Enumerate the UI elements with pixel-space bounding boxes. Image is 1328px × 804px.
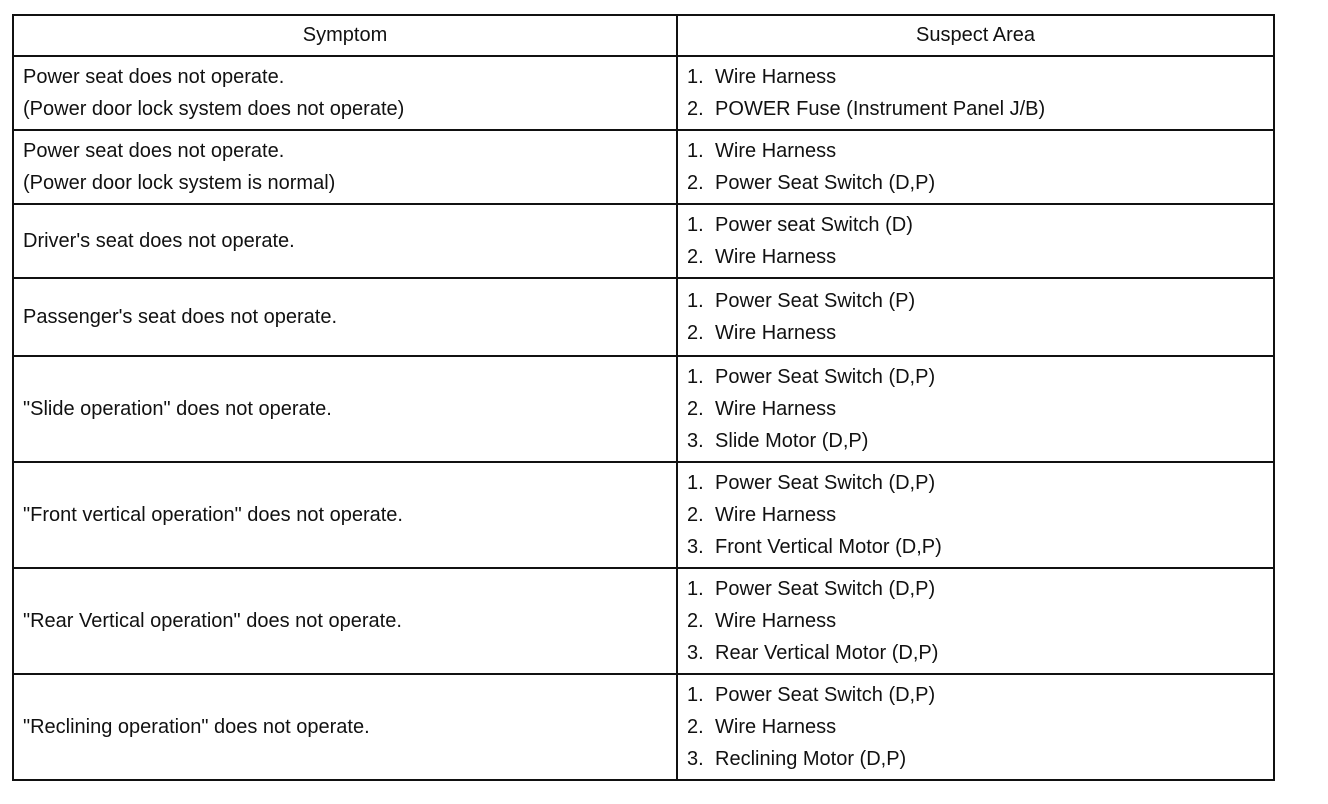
suspect-item [687,93,1273,125]
suspect-item-number: 2. [687,716,704,738]
table-header-row [13,15,1274,56]
suspect-item [687,167,1273,199]
suspect-item-number: 2. [687,246,704,268]
symptom-cell [13,568,677,674]
suspect-item [687,425,1273,457]
suspect-item-number: 3. [687,536,704,558]
symptom-text: (Power door lock system does not operate) [23,98,405,120]
suspect-item-number: 2. [687,322,704,344]
suspect-item [687,499,1273,531]
suspect-item-text: Front Vertical Motor (D,P) [715,536,942,558]
suspect-item-text: Wire Harness [715,716,837,738]
table-row [13,204,1274,278]
suspect-item-text: Wire Harness [715,246,837,268]
suspect-item-text: Power Seat Switch (D,P) [715,172,936,194]
suspect-area-cell [677,356,1274,462]
suspect-item [687,605,1273,637]
symptom-text: Driver's seat does not operate. [23,230,295,252]
suspect-item [687,679,1273,711]
suspect-item [687,241,1273,273]
header-suspect-area: Suspect Area [677,15,1274,56]
suspect-item-text: Wire Harness [715,66,837,88]
suspect-item-number: 1. [687,472,704,494]
suspect-item-number: 3. [687,642,704,664]
symptom-text: (Power door lock system is normal) [23,172,336,194]
suspect-item [687,531,1273,563]
suspect-item [687,573,1273,605]
table-row [13,56,1274,130]
symptom-cell [13,356,677,462]
symptom-text: "Rear Vertical operation" does not operate. [23,610,402,632]
suspect-item-text: Wire Harness [715,398,837,420]
suspect-item-number: 1. [687,66,704,88]
suspect-area-cell [677,130,1274,204]
suspect-item-number: 2. [687,504,704,526]
header-symptom: Symptom [13,15,677,56]
suspect-item-number: 2. [687,172,704,194]
suspect-item-text: Power Seat Switch (D,P) [715,366,936,388]
suspect-item-number: 3. [687,748,704,770]
suspect-item [687,135,1273,167]
symptom-text: Passenger's seat does not operate. [23,306,338,328]
table-row [13,278,1274,356]
symptom-cell [13,674,677,780]
symptom-text: Power seat does not operate. [23,66,285,88]
table-row [13,130,1274,204]
suspect-item-text: Power Seat Switch (D,P) [715,684,936,706]
symptom-cell [13,278,677,356]
suspect-area-cell [677,278,1274,356]
symptom-text: "Reclining operation" does not operate. [23,716,370,738]
suspect-item-number: 1. [687,214,704,236]
suspect-item [687,317,1273,349]
suspect-item-text: Power seat Switch (D) [715,214,913,236]
suspect-item-text: POWER Fuse (Instrument Panel J/B) [715,98,1046,120]
suspect-item-number: 1. [687,366,704,388]
suspect-item-text: Wire Harness [715,504,837,526]
suspect-item-text: Wire Harness [715,140,837,162]
suspect-item-number: 1. [687,684,704,706]
symptom-text: "Slide operation" does not operate. [23,398,332,420]
suspect-area-cell [677,56,1274,130]
symptom-cell [13,204,677,278]
suspect-item [687,467,1273,499]
suspect-item [687,711,1273,743]
suspect-item [687,393,1273,425]
symptom-cell [13,130,677,204]
symptom-text: Power seat does not operate. [23,140,285,162]
symptom-cell [13,462,677,568]
table-row [13,674,1274,780]
suspect-item-number: 2. [687,98,704,120]
suspect-item-text: Reclining Motor (D,P) [715,748,907,770]
suspect-item-number: 1. [687,140,704,162]
suspect-item-text: Slide Motor (D,P) [715,430,869,452]
suspect-item [687,743,1273,775]
suspect-item-number: 2. [687,398,704,420]
suspect-item-text: Power Seat Switch (D,P) [715,472,936,494]
suspect-item-number: 2. [687,610,704,632]
table-row [13,356,1274,462]
suspect-item-text: Wire Harness [715,610,837,632]
suspect-area-cell [677,204,1274,278]
suspect-item [687,637,1273,669]
troubleshooting-table [12,14,1275,781]
suspect-area-cell [677,462,1274,568]
table-row [13,568,1274,674]
suspect-item-text: Power Seat Switch (P) [715,290,916,312]
suspect-item-number: 3. [687,430,704,452]
suspect-item [687,361,1273,393]
suspect-area-cell [677,674,1274,780]
suspect-item-text: Power Seat Switch (D,P) [715,578,936,600]
table-row [13,462,1274,568]
suspect-item [687,61,1273,93]
suspect-item-text: Rear Vertical Motor (D,P) [715,642,939,664]
suspect-item [687,285,1273,317]
table-body [13,15,1274,780]
suspect-item-number: 1. [687,578,704,600]
suspect-area-cell [677,568,1274,674]
suspect-item [687,209,1273,241]
symptom-cell [13,56,677,130]
symptom-text: "Front vertical operation" does not operate. [23,504,403,526]
suspect-item-number: 1. [687,290,704,312]
suspect-item-text: Wire Harness [715,322,837,344]
